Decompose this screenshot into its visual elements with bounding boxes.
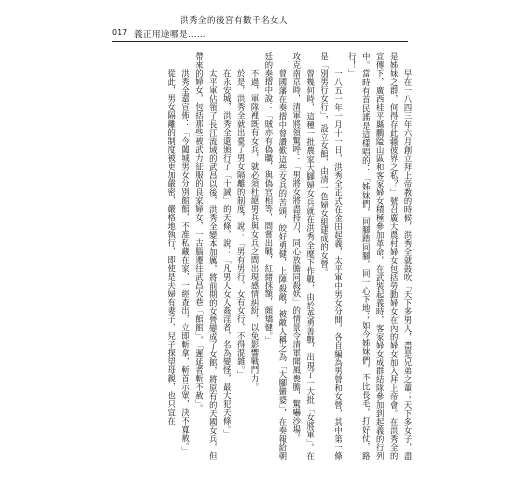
paragraph: 曾國藩在奏摺中曾讚歎這些女兵的苦頭，皎好勇健，上陣殺敵，被敵人稱之為「大腳蠻婆」，在奏報給朝廷的奏摺中說：「賊亦有偽職，與偽官相等，間嘗出戰，紅緒抹額，頗矯健。」	[263, 52, 288, 460]
book-title: 洪秀全的後宮有數千名女人	[180, 16, 289, 26]
paragraph: 早在一八四三年六月創立拜上帝教的時候，洪秀全就鼓吹「天下多男人，盡是兄弟之輩；天下多女子，盡是姊妹之群，何得存此疆彼界之私？」號召廣大農村婦女包括勞動婦女在內的婦女加入拜上帝會。在洪秀全的宣傳下，廣西桂平縣鵬隘山區和客家婦女積極參加革命，在武裝起義時，客家婦女成群結隊參加到起義的行列中。當時有首民謠是這樣唱的：「姊妹們，同腳踏同腳，同一心下地；如今姊妹們，不比長毛，打好仗，路行！」	[347, 52, 413, 460]
body-text	[106, 52, 414, 460]
paragraph: 洪秀全還宣佈：「今闔城男女分別館館，不准私藏在家，一經查出，立即斬拿，斬首示眾，決不寬赦。」	[180, 68, 191, 455]
paragraph: 曾幾何時，這種一批農家大腳婦女兵就在洪秀全麾下作戰，由於英勇善戰，出現了一大批「女將軍」。在攻克南京時，清軍將領驚呼：「男將女將盡持刀，同心放膽同殺妖」的情景令清軍聞風喪膽，驚嚇沙場。	[291, 52, 316, 460]
header-divider	[112, 41, 408, 42]
paragraph: 不過，軍隊裡既有女兵，就必須杜絕男兵與女兵之間出現感情糾紛，以免影響戰鬥力。	[250, 68, 261, 391]
page-number: 017	[112, 28, 128, 37]
paragraph: 從此，男女隔離的制度被更加嚴密，嚴格地執行，即使是夫婦有妻子、兒子探望母親，也只宜在	[166, 68, 177, 425]
paragraph: 在永安城，洪秀全還頒行了「十誡」的天條，說：「凡男人女人姦淫者，名為變怪，最大犯天條。」	[222, 68, 233, 438]
chapter-title: 義正用途哪是……	[134, 30, 207, 40]
paragraph: 一八五一年一月十一日，洪秀全正式在金田起義，太平軍中男女分開，各自編為男營和女營，其中第一條是「別男行女行」，設立女館，由清一色婦女組建成的女營。	[319, 52, 344, 460]
running-header	[112, 14, 412, 42]
paragraph: 於是，洪秀全就出臺了男女隔離的制度，說：「男有男行，女有女行，不得混雜。」	[236, 68, 247, 379]
paragraph: 太平軍佔領了長江流域的武昌以後，洪秀全變本加厲，將前期的女營變成了女館，將原有的天國女兵，但帶來的婦女，包括那些被武力征服的良家婦女，一古腦遷往武昌火巷「館館」，「遲延者斬不赦」。	[194, 52, 219, 460]
